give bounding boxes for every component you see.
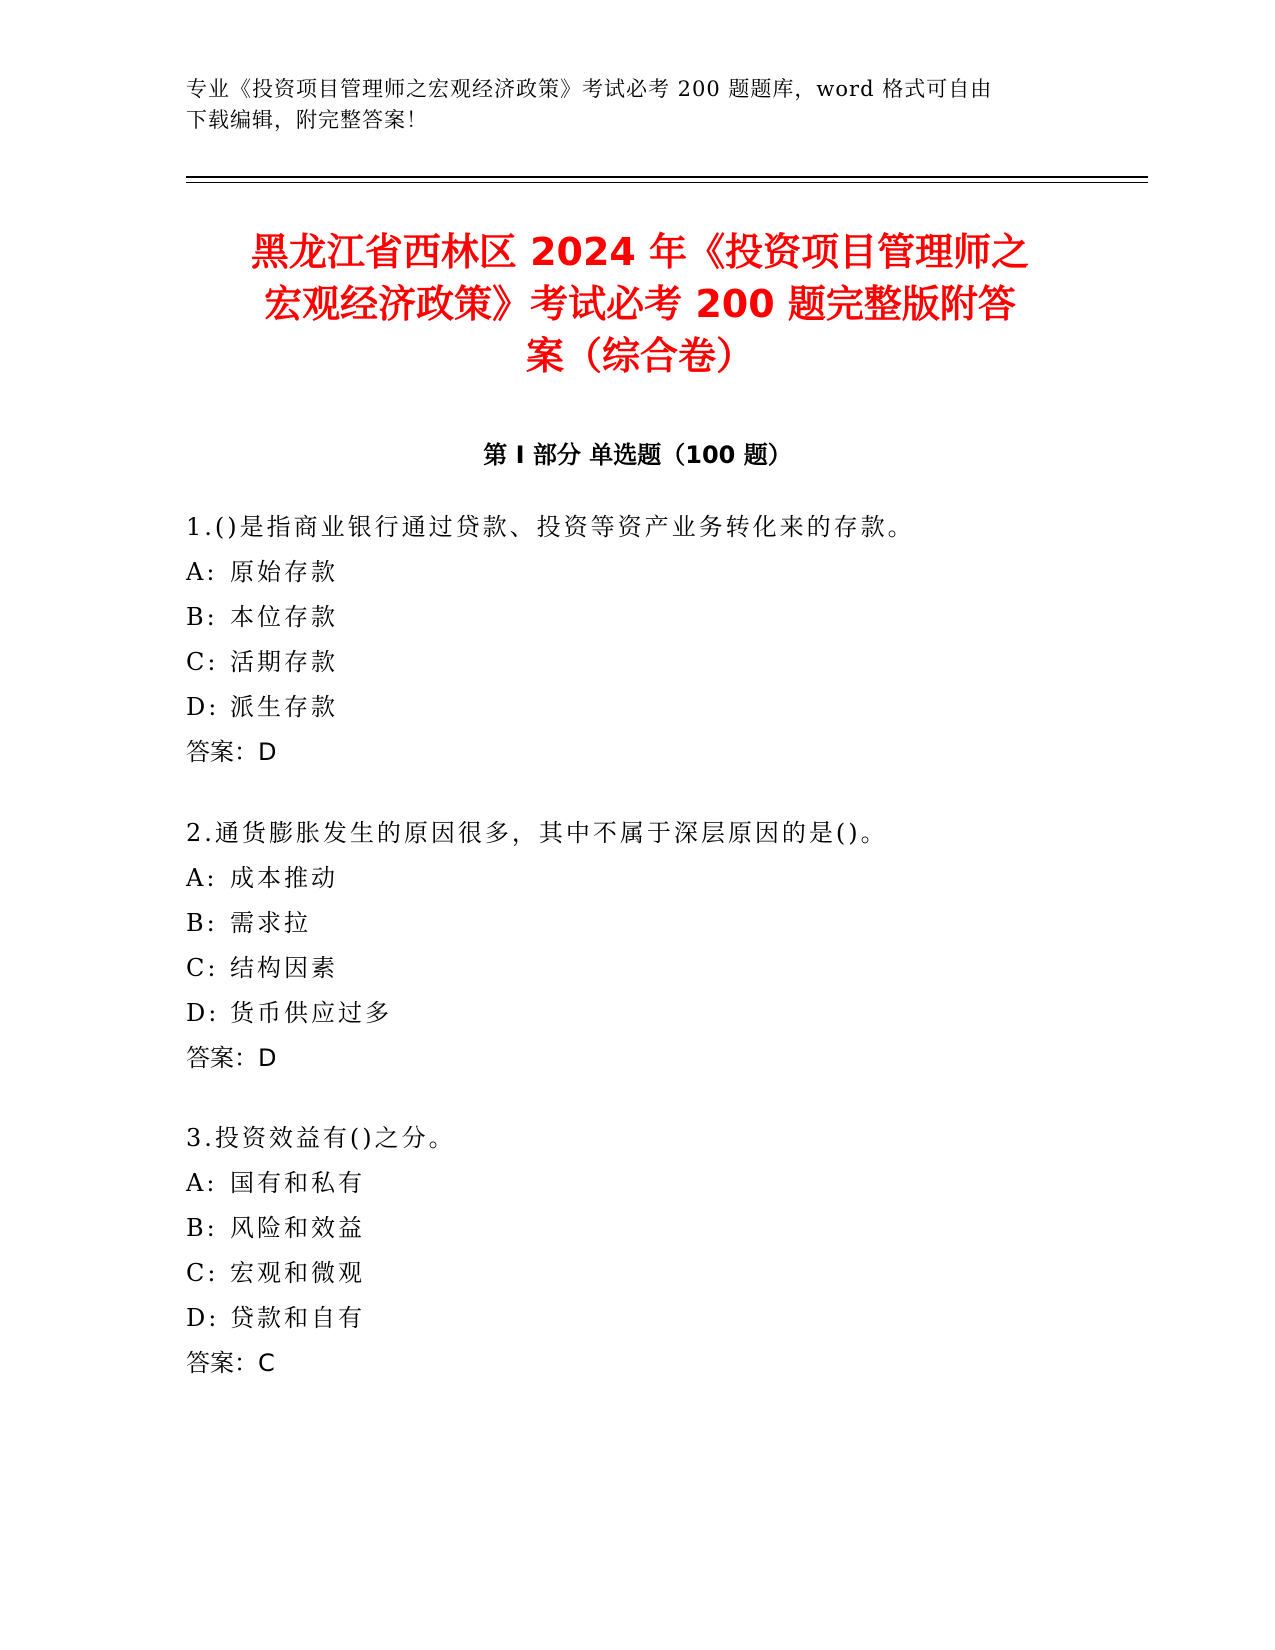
header-note xyxy=(186,74,1086,136)
option-text: 活期存款 xyxy=(230,648,338,676)
option-c xyxy=(186,640,1136,685)
option-text: 原始存款 xyxy=(230,558,338,586)
question-stem: 1.()是指商业银行通过贷款、投资等资产业务转化来的存款。 xyxy=(186,513,915,541)
option-a xyxy=(186,550,1136,595)
header-divider-thin xyxy=(186,182,1148,183)
option-letter: C: xyxy=(186,954,219,982)
section-heading: 第 I 部分 单选题（100 题） xyxy=(483,441,792,469)
question-block xyxy=(186,1116,1136,1386)
option-text: 派生存款 xyxy=(230,693,338,721)
answer-line: 答案：D xyxy=(186,738,277,766)
option-text: 贷款和自有 xyxy=(230,1304,365,1332)
option-b xyxy=(186,901,1136,946)
option-letter: C: xyxy=(186,1259,219,1287)
option-text: 宏观和微观 xyxy=(230,1259,365,1287)
option-letter: B: xyxy=(186,603,218,631)
option-letter: A: xyxy=(186,558,218,586)
answer-line: 答案：C xyxy=(186,1349,275,1377)
option-c xyxy=(186,1251,1136,1296)
option-c xyxy=(186,946,1136,991)
option-letter: B: xyxy=(186,909,218,937)
header-note-line: 专业《投资项目管理师之宏观经济政策》考试必考 200 题题库，word 格式可自由 xyxy=(186,77,993,101)
option-text: 需求拉 xyxy=(230,909,311,937)
option-d xyxy=(186,991,1136,1036)
title-line: 宏观经济政策》考试必考 200 题完整版附答 xyxy=(264,282,1016,326)
option-a xyxy=(186,1161,1136,1206)
option-letter: D: xyxy=(186,693,220,721)
option-letter: D: xyxy=(186,1304,220,1332)
option-d xyxy=(186,685,1136,730)
option-b xyxy=(186,1206,1136,1251)
question-block xyxy=(186,505,1136,775)
header-divider-thick xyxy=(186,176,1148,178)
document-title xyxy=(160,226,1120,382)
option-letter: A: xyxy=(186,864,218,892)
title-line: 黑龙江省西林区 2024 年《投资项目管理师之 xyxy=(250,230,1030,274)
question-stem: 3.投资效益有()之分。 xyxy=(186,1124,456,1152)
option-a xyxy=(186,856,1136,901)
option-text: 国有和私有 xyxy=(230,1169,365,1197)
option-text: 本位存款 xyxy=(230,603,338,631)
option-letter: C: xyxy=(186,648,219,676)
question-block xyxy=(186,811,1136,1081)
option-letter: A: xyxy=(186,1169,218,1197)
title-line: 案（综合卷） xyxy=(525,334,754,378)
option-letter: D: xyxy=(186,999,220,1027)
question-stem: 2.通货膨胀发生的原因很多，其中不属于深层原因的是()。 xyxy=(186,819,888,847)
option-text: 货币供应过多 xyxy=(230,999,392,1027)
option-b xyxy=(186,595,1136,640)
answer-line: 答案：D xyxy=(186,1044,277,1072)
option-letter: B: xyxy=(186,1214,218,1242)
option-d xyxy=(186,1296,1136,1341)
option-text: 风险和效益 xyxy=(230,1214,365,1242)
option-text: 结构因素 xyxy=(230,954,338,982)
header-note-line: 下载编辑，附完整答案！ xyxy=(186,108,428,132)
option-text: 成本推动 xyxy=(230,864,338,892)
